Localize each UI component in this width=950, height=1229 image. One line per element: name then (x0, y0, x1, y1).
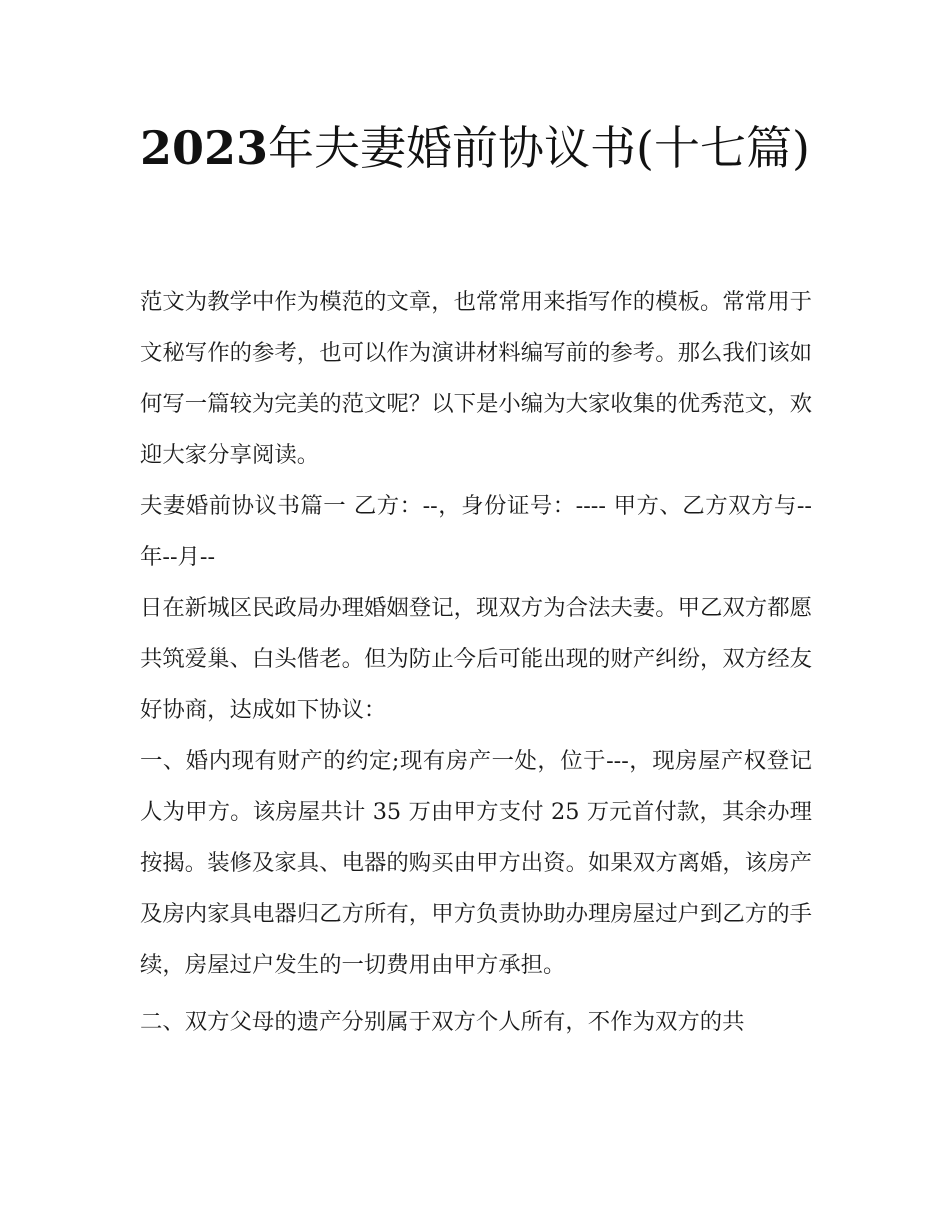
title-number: 2023 (140, 121, 269, 175)
paragraph-clause-2: 二、双方父母的遗产分别属于双方个人所有，不作为双方的共 (140, 1009, 745, 1035)
paragraph-intro: 范文为教学中作为模范的文章，也常常用来指写作的模板。常常用于文秘写作的参考，也可以作为演讲材料编写前的参考。那么我们该如何写一篇较为完美的范文呢？以下是小编为大家收集的优秀范文，欢迎大家分享阅读。 (140, 289, 812, 468)
paragraph-clause-1: 一、婚内现有财产的约定;现有房产一处，位于---，现房屋产权登记人为甲方。该房屋共计 35 万由甲方支付 25 万元首付款，其余办理按揭。装修及家具、电器的购买由甲方出资。如果双方离婚，该房产及房内家具电器归乙方所有，甲方负责协助办理房屋过户到乙方的手续，房屋过户发生的一切费用由甲方承担。 (140, 748, 812, 978)
document-title (140, 112, 810, 184)
document-body (140, 277, 812, 1048)
title-text: 年夫妻婚前协议书(十七篇) (268, 121, 810, 175)
paragraph-registration: 日在新城区民政局办理婚姻登记，现双方为合法夫妻。甲乙双方都愿共筑爱巢、白头偕老。但为防止今后可能出现的财产纠纷，双方经友好协商，达成如下协议： (140, 595, 812, 723)
paragraph-parties: 夫妻婚前协议书篇一 乙方：--，身份证号：---- 甲方、乙方双方与--年--月-- (140, 493, 812, 570)
